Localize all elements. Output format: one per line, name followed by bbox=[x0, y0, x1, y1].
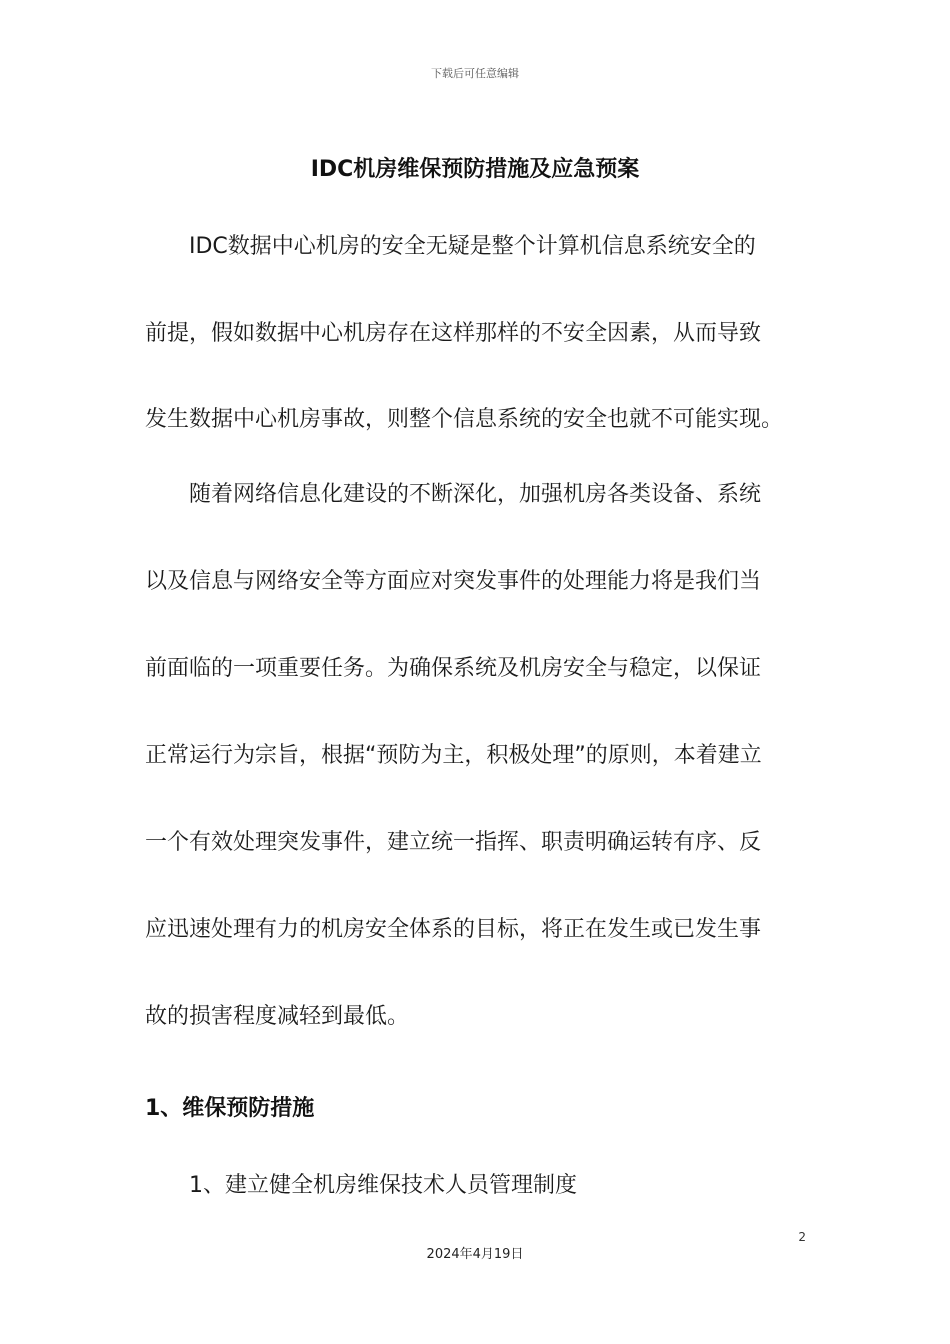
header-note: 下载后可任意编辑 bbox=[431, 67, 519, 80]
paragraph-line: 正常运行为宗旨，根据“预防为主，积极处理”的原则，本着建立 bbox=[145, 743, 762, 768]
paragraph-line: 以及信息与网络安全等方面应对突发事件的处理能力将是我们当 bbox=[145, 569, 762, 594]
paragraph-line: 前提，假如数据中心机房存在这样那样的不安全因素，从而导致 bbox=[145, 321, 762, 346]
paragraph-line: 随着网络信息化建设的不断深化，加强机房各类设备、系统 bbox=[189, 482, 762, 507]
paragraph-line: IDC数据中心机房的安全无疑是整个计算机信息系统安全的 bbox=[189, 234, 756, 259]
footer-date: 2024年4月19日 bbox=[426, 1247, 524, 1262]
document-title: IDC机房维保预防措施及应急预案 bbox=[310, 157, 640, 182]
page-number: 2 bbox=[798, 1230, 806, 1244]
subsection-heading: 1、建立健全机房维保技术人员管理制度 bbox=[189, 1173, 577, 1198]
paragraph-line: 应迅速处理有力的机房安全体系的目标，将正在发生或已发生事 bbox=[145, 917, 762, 942]
paragraph-line: 发生数据中心机房事故，则整个信息系统的安全也就不可能实现。 bbox=[145, 407, 784, 432]
section-heading: 1、维保预防措施 bbox=[145, 1096, 315, 1121]
paragraph-line: 一个有效处理突发事件，建立统一指挥、职责明确运转有序、反 bbox=[145, 830, 762, 855]
paragraph-line: 故的损害程度减轻到最低。 bbox=[145, 1004, 410, 1029]
paragraph-line: 前面临的一项重要任务。为确保系统及机房安全与稳定，以保证 bbox=[145, 656, 762, 681]
